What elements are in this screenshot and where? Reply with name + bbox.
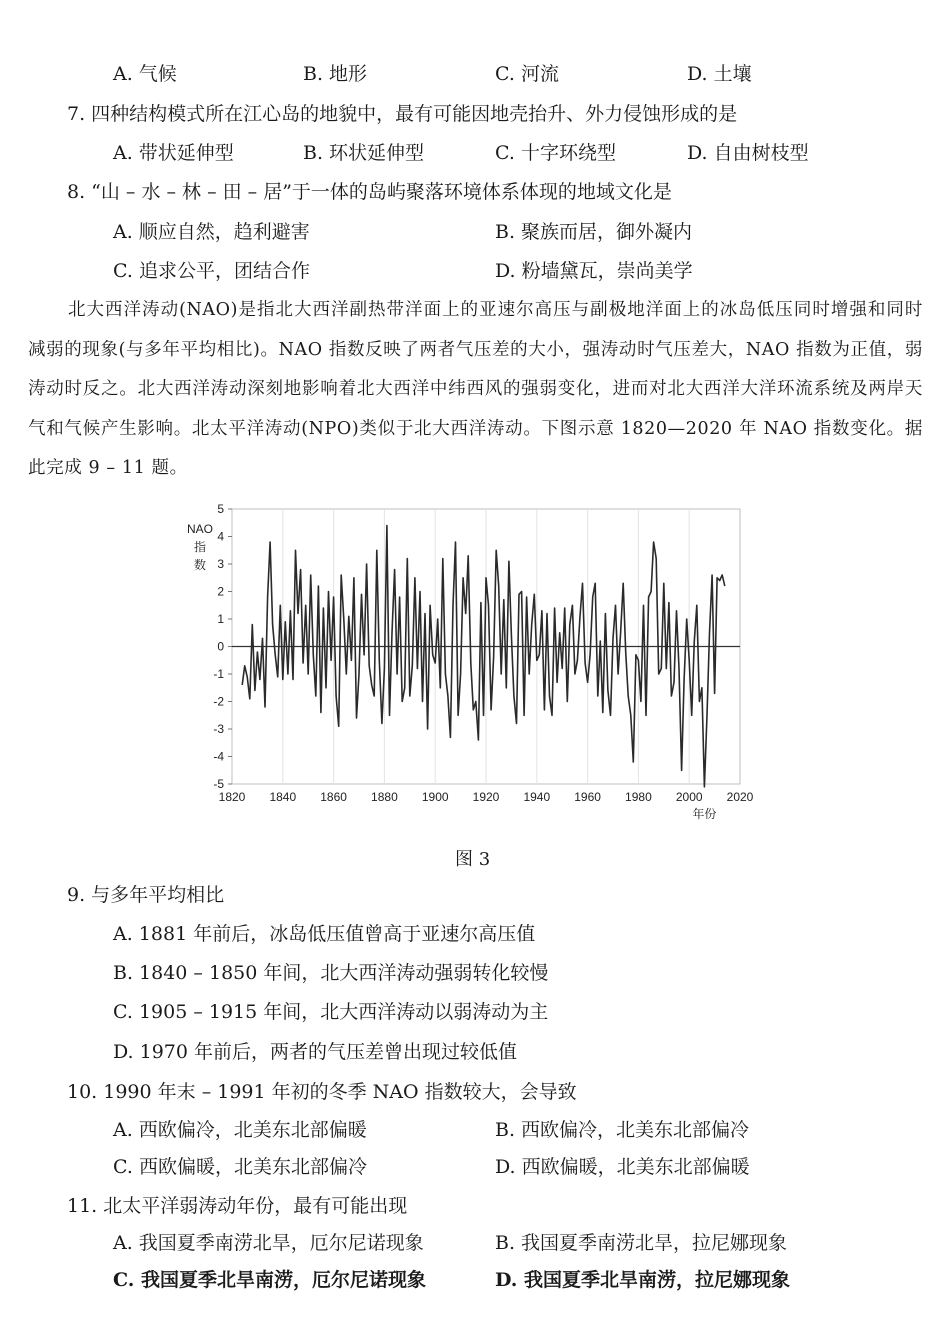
q10-option-d: D. 西欧偏暖，北美东北部偏暖: [495, 1156, 750, 1178]
y-tick-label: -1: [213, 667, 224, 681]
y-tick-label: 4: [217, 529, 224, 544]
q8-option-c: C. 追求公平，团结合作: [113, 260, 310, 282]
q9-stem: 9. 与多年平均相比: [67, 884, 225, 906]
x-tick-label: 1820: [218, 790, 246, 804]
passage-text: 北大西洋涛动(NAO)是指北大西洋副热带洋面上的亚速尔高压与副极地洋面上的冰岛低压同时增强和同时减弱的现象(与多年平均相比)。NAO 指数反映了两者气压差的大小，强涛动时气压差大，NAO 指数为正值，弱涛动时反之。北大西洋涛动深刻地影响着北大西洋中纬西风的强弱变化，进而对北大西洋大洋环流系统及两岸天气和气候产生影响。北太平洋涛动(NPO)类似于北大西洋涛动。下图示意 1820—2020 年 NAO 指数变化。据此完成 9 – 11 题。: [28, 300, 923, 478]
q7-stem: 7. 四种结构模式所在江心岛的地貌中，最有可能因地壳抬升、外力侵蚀形成的是: [67, 103, 738, 125]
q6-option-a: A. 气候: [113, 63, 177, 85]
q9-option-b: B. 1840 – 1850 年间，北大西洋涛动强弱转化较慢: [113, 962, 549, 984]
q9-option-a: A. 1881 年前后，冰岛低压值曾高于亚速尔高压值: [113, 923, 536, 945]
nao-series-line: [242, 526, 725, 787]
q7-option-c: C. 十字环绕型: [495, 142, 616, 164]
y-axis-label: 指: [193, 540, 207, 554]
q7-option-b: B. 环状延伸型: [303, 142, 425, 164]
x-tick-label: 2000: [675, 790, 703, 804]
figure-caption: 图 3: [455, 849, 491, 870]
y-tick-label: -3: [213, 722, 224, 736]
q6-option-c: C. 河流: [495, 63, 559, 85]
q10-option-a: A. 西欧偏冷，北美东北部偏暖: [113, 1119, 367, 1141]
y-tick-label: 0: [217, 639, 224, 654]
y-axis-label: NAO: [186, 522, 214, 536]
x-tick-label: 1860: [320, 790, 347, 804]
nao-chart-svg: [180, 497, 760, 832]
y-tick-label: 1: [217, 612, 224, 626]
x-tick-label: 1940: [523, 790, 551, 804]
y-tick-label: -5: [213, 777, 224, 791]
q11-option-b: B. 我国夏季南涝北旱，拉尼娜现象: [495, 1232, 788, 1254]
x-tick-label: 2020: [726, 790, 754, 804]
q7-option-a: A. 带状延伸型: [113, 142, 234, 164]
q6-option-b: B. 地形: [303, 63, 368, 85]
q7-option-d: D. 自由树枝型: [687, 142, 809, 164]
q8-stem: 8. “山 – 水 – 林 – 田 – 居”于一体的岛屿聚落环境体系体现的地域文化是: [67, 181, 672, 203]
q6-option-d: D. 土壤: [687, 63, 752, 85]
q11-option-c: C. 我国夏季北旱南涝，厄尔尼诺现象: [113, 1269, 427, 1291]
q8-option-d: D. 粉墙黛瓦，崇尚美学: [495, 260, 693, 282]
q10-option-c: C. 西欧偏暖，北美东北部偏冷: [113, 1156, 367, 1178]
q8-option-a: A. 顺应自然，趋利避害: [113, 221, 310, 243]
x-axis-label: 年份: [692, 807, 717, 821]
q9-option-c: C. 1905 – 1915 年间，北大西洋涛动以弱涛动为主: [113, 1001, 549, 1023]
q9-option-d: D. 1970 年前后，两者的气压差曾出现过较低值: [113, 1041, 518, 1063]
y-tick-label: 2: [217, 584, 224, 599]
x-tick-label: 1980: [625, 790, 652, 804]
x-tick-label: 1880: [371, 790, 398, 804]
q11-option-d: D. 我国夏季北旱南涝，拉尼娜现象: [495, 1269, 791, 1291]
q10-stem: 10. 1990 年末 – 1991 年初的冬季 NAO 指数较大，会导致: [67, 1081, 577, 1103]
q11-option-a: A. 我国夏季南涝北旱，厄尔尼诺现象: [113, 1232, 424, 1254]
nao-chart: [180, 497, 760, 832]
y-tick-label: 3: [217, 557, 224, 571]
x-tick-label: 1960: [574, 790, 601, 804]
y-tick-label: 5: [217, 502, 224, 516]
x-tick-label: 1920: [472, 790, 500, 804]
y-tick-label: -2: [213, 694, 224, 709]
x-tick-label: 1900: [421, 790, 449, 804]
x-tick-label: 1840: [269, 790, 297, 804]
y-tick-label: -4: [213, 749, 224, 764]
q10-option-b: B. 西欧偏冷，北美东北部偏冷: [495, 1119, 750, 1141]
q8-option-b: B. 聚族而居，御外凝内: [495, 221, 693, 243]
y-axis-label: 数: [193, 558, 207, 572]
q11-stem: 11. 北太平洋弱涛动年份，最有可能出现: [67, 1195, 408, 1217]
